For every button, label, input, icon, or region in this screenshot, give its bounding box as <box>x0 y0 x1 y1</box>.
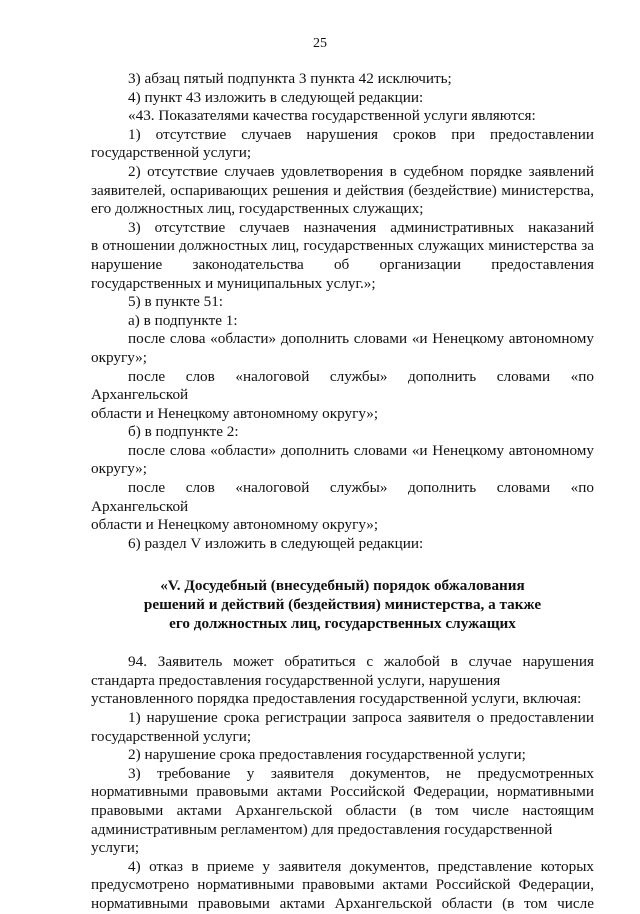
section-heading <box>91 577 594 633</box>
paragraph: 3) отсутствие случаев назначения административных наказаний <box>128 218 594 236</box>
paragraph: 6) раздел V изложить в следующей редакции: <box>128 534 424 552</box>
paragraph: после слова «области» дополнить словами «и Ненецкому автономному <box>128 330 594 348</box>
paragraph-continuation: услуги; <box>91 839 140 857</box>
paragraph-continuation: области и Ненецкому автономному округу»; <box>91 516 379 534</box>
paragraph: а) в подпункте 1: <box>128 311 238 329</box>
paragraph: 2) нарушение срока предоставления государственной услуги; <box>128 746 526 764</box>
paragraph-continuation: в отношении должностных лиц, государственных служащих министерства за нарушение законодательства об организации предоставления государственных и муниципальных услуг.»; <box>91 237 594 292</box>
paragraph: после слов «налоговой службы» дополнить словами «по Архангельской <box>91 479 594 515</box>
paragraph: 3) требование у заявителя документов, не предусмотренных нормативными правовыми актами Российской Федерации, нормативными правовыми актами Архангельской области (в том числе настоящим административным регламентом) для предоставления государственной <box>91 764 594 838</box>
section-heading-line: его должностных лиц, государственных служащих <box>169 614 516 632</box>
paragraph-continuation: государственной услуги; <box>91 144 252 162</box>
paragraph: после слов «налоговой службы» дополнить словами «по Архангельской <box>91 367 594 404</box>
paragraph: после слова «области» дополнить словами «и Ненецкому автономному <box>128 441 594 459</box>
paragraph-continuation: округу»; <box>91 460 147 478</box>
paragraph-continuation: установленного порядка предоставления государственной услуги, включая: <box>91 690 582 708</box>
paragraph-continuation: заявителей, оспаривающих решения и действия (бездействие) министерства, его должностных лиц, государственных служащих; <box>91 181 594 218</box>
paragraph: 2) отсутствие случаев удовлетворения в судебном порядке заявлений <box>128 162 594 180</box>
section-heading-line: «V. Досудебный (внесудебный) порядок обжалования <box>160 577 525 595</box>
paragraph: 1) нарушение срока регистрации запроса заявителя о предоставлении <box>128 709 594 726</box>
section-heading-line: решений и действий (бездействия) министерства, а также <box>143 596 542 614</box>
paragraph: б) в подпункте 2: <box>128 423 239 441</box>
paragraph: «43. Показателями качества государственной услуги являются: <box>128 107 536 125</box>
paragraph: 4) пункт 43 изложить в следующей редакции: <box>128 88 424 106</box>
paragraph: 5) в пункте 51: <box>128 293 224 311</box>
page-number: 25 <box>313 36 327 51</box>
paragraph-continuation: округу»; <box>91 348 147 366</box>
paragraph: 94. Заявитель может обратиться с жалобой в случае нарушения стандарта предоставления государственной услуги, нарушения <box>91 653 594 689</box>
paragraph: 1) отсутствие случаев нарушения сроков при предоставлении <box>128 125 594 143</box>
document-body <box>91 70 594 914</box>
paragraph-continuation: области и Ненецкому автономному округу»; <box>91 404 379 422</box>
paragraph: 3) абзац пятый подпункта 3 пункта 42 исключить; <box>128 70 452 87</box>
paragraph: 4) отказ в приеме у заявителя документов, представление которых предусмотрено нормативными правовыми актами Российской Федерации, нормативными правовыми актами Архангельской области (в том числе <box>91 857 594 912</box>
paragraph-continuation: государственной услуги; <box>91 727 252 745</box>
